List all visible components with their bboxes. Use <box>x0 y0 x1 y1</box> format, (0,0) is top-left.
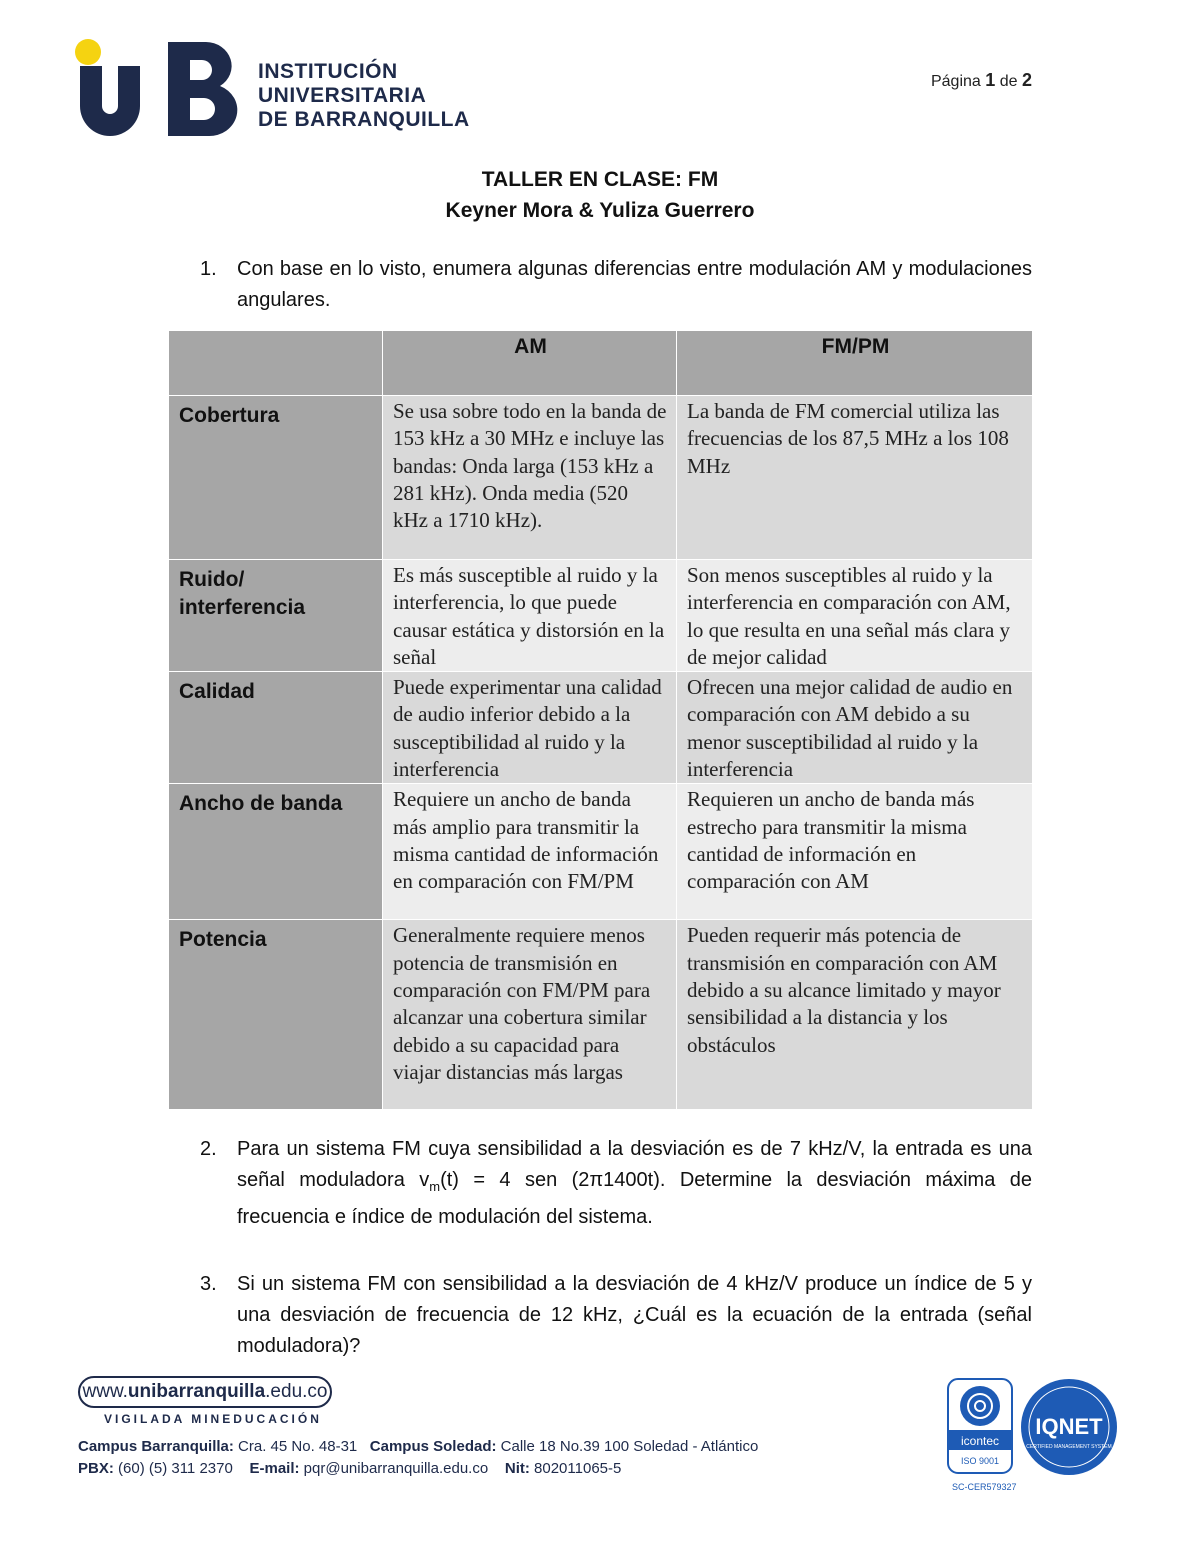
iqnet-seal-icon <box>1020 1378 1118 1476</box>
nit-label: Nit: <box>504 1460 530 1477</box>
campus2-label: Campus Soledad: <box>369 1438 497 1455</box>
table-row <box>169 396 1033 560</box>
am-cell: Generalmente requiere menos potencia de transmisión en comparación con FM/PM para alcanzar una cobertura similar debido a su capacidad para viajar distancias más largas <box>383 920 677 1110</box>
question-text: Si un sistema FM con sensibilidad a la desviación de 4 kHz/V produce un índice de 5 y una desviación de frecuencia de 12 kHz, ¿Cuál es la ecuación de la entrada (señal moduladora)? <box>237 1273 1032 1357</box>
page-current: 1 <box>985 70 996 90</box>
page-number <box>931 70 1032 91</box>
column-header-fm-pm: FM/PM <box>677 331 1033 396</box>
question-text-part-1: Para un sistema FM cuya sensibilidad a la desviación es de 7 kHz/V, la entrada es una señal moduladora v <box>237 1138 1032 1191</box>
question-number: 1. <box>200 258 217 280</box>
website-link[interactable] <box>78 1376 332 1408</box>
fm-cell: La banda de FM comercial utiliza las frecuencias de los 87,5 MHz a los 108 MHz <box>677 396 1033 560</box>
fm-cell: Ofrecen una mejor calidad de audio en comparación con AM debido a su menor susceptibilidad al ruido y la interferencia <box>677 672 1033 784</box>
column-header-blank <box>169 331 383 396</box>
question-number: 2. <box>200 1138 217 1160</box>
fm-cell: Requieren un ancho de banda más estrecho para transmitir la misma cantidad de información en comparación con AM <box>677 784 1033 920</box>
pbx-value: (60) (5) 311 2370 <box>118 1460 233 1477</box>
web-suffix: .edu.co <box>265 1381 328 1402</box>
question-2 <box>200 1134 1032 1233</box>
row-header-calidad: Calidad <box>169 672 383 784</box>
institution-name <box>258 60 470 132</box>
row-header-cobertura: Cobertura <box>169 396 383 560</box>
document-title: TALLER EN CLASE: FM <box>481 168 719 191</box>
question-number: 3. <box>200 1273 217 1295</box>
table-header-row <box>169 331 1033 396</box>
subscript: m <box>429 1179 441 1194</box>
web-prefix: www. <box>82 1381 128 1402</box>
icontec-label: icontec <box>960 1434 1000 1448</box>
row-header-ruido: Ruido/ interferencia <box>169 560 383 672</box>
vigilada-label: VIGILADA MINEDUCACIÓN <box>104 1412 322 1426</box>
question-3 <box>200 1269 1032 1362</box>
table-row <box>169 920 1033 1110</box>
page-prefix: Página <box>930 73 981 90</box>
campus2-value: Calle 18 No.39 100 Soledad - Atlántico <box>500 1438 759 1455</box>
question-1 <box>200 254 1032 316</box>
row-header-potencia: Potencia <box>169 920 383 1110</box>
footer-contact-line <box>78 1460 621 1477</box>
logo-line-1: INSTITUCIÓN <box>258 60 398 83</box>
icontec-code: SC-CER579327 <box>952 1482 1017 1492</box>
comparison-table <box>168 330 1033 1110</box>
university-logo <box>72 36 244 140</box>
web-domain: unibarranquilla <box>127 1381 266 1402</box>
am-cell: Es más susceptible al ruido y la interferencia, lo que puede causar estática y distorsión en la señal <box>383 560 677 672</box>
table-row <box>169 672 1033 784</box>
document-authors: Keyner Mora & Yuliza Guerrero <box>445 199 755 222</box>
nit-value: 802011065-5 <box>534 1460 622 1477</box>
am-cell: Se usa sobre todo en la banda de 153 kHz a 30 MHz e incluye las bandas: Onda larga (153 kHz a 281 kHz). Onda media (520 kHz a 1710 kHz). <box>383 396 677 560</box>
row-header-ancho-de-banda: Ancho de banda <box>169 784 383 920</box>
column-header-am: AM <box>383 331 677 396</box>
email-value[interactable]: pqr@unibarranquilla.edu.co <box>303 1460 489 1477</box>
email-label: E-mail: <box>249 1460 300 1477</box>
question-text: Con base en lo visto, enumera algunas diferencias entre modulación AM y modulaciones angulares. <box>237 258 1032 311</box>
campus1-value: Cra. 45 No. 48-31 <box>238 1438 358 1455</box>
pbx-label: PBX: <box>78 1460 114 1477</box>
campus1-label: Campus Barranquilla: <box>78 1438 234 1455</box>
icontec-seal-icon <box>947 1378 1013 1474</box>
iqnet-label: IQNET <box>1035 1414 1103 1439</box>
table-row <box>169 560 1033 672</box>
question-text <box>237 1134 1032 1233</box>
page-sep: de <box>999 73 1018 90</box>
page-total: 2 <box>1021 70 1032 90</box>
logo-line-3: DE BARRANQUILLA <box>258 108 470 131</box>
fm-cell: Pueden requerir más potencia de transmisión en comparación con AM debido a su alcance limitado y mayor sensibilidad a la distancia y los obstáculos <box>677 920 1033 1110</box>
question-text-part-2: (t) = 4 sen (2π1400t). Determine la desviación máxima de frecuencia e índice de modulación del sistema. <box>237 1169 1032 1228</box>
table-row <box>169 784 1033 920</box>
am-cell: Puede experimentar una calidad de audio inferior debido a la susceptibilidad al ruido y la interferencia <box>383 672 677 784</box>
logo-line-2: UNIVERSITARIA <box>258 84 427 107</box>
footer-address-line <box>78 1438 758 1455</box>
icontec-iso: ISO 9001 <box>960 1456 1000 1466</box>
fm-cell: Son menos susceptibles al ruido y la interferencia en comparación con AM, lo que resulta en una señal más clara y de mejor calidad <box>677 560 1033 672</box>
am-cell: Requiere un ancho de banda más amplio para transmitir la misma cantidad de información en comparación con FM/PM <box>383 784 677 920</box>
iqnet-sub: CERTIFIED MANAGEMENT SYSTEM <box>1026 1444 1112 1450</box>
